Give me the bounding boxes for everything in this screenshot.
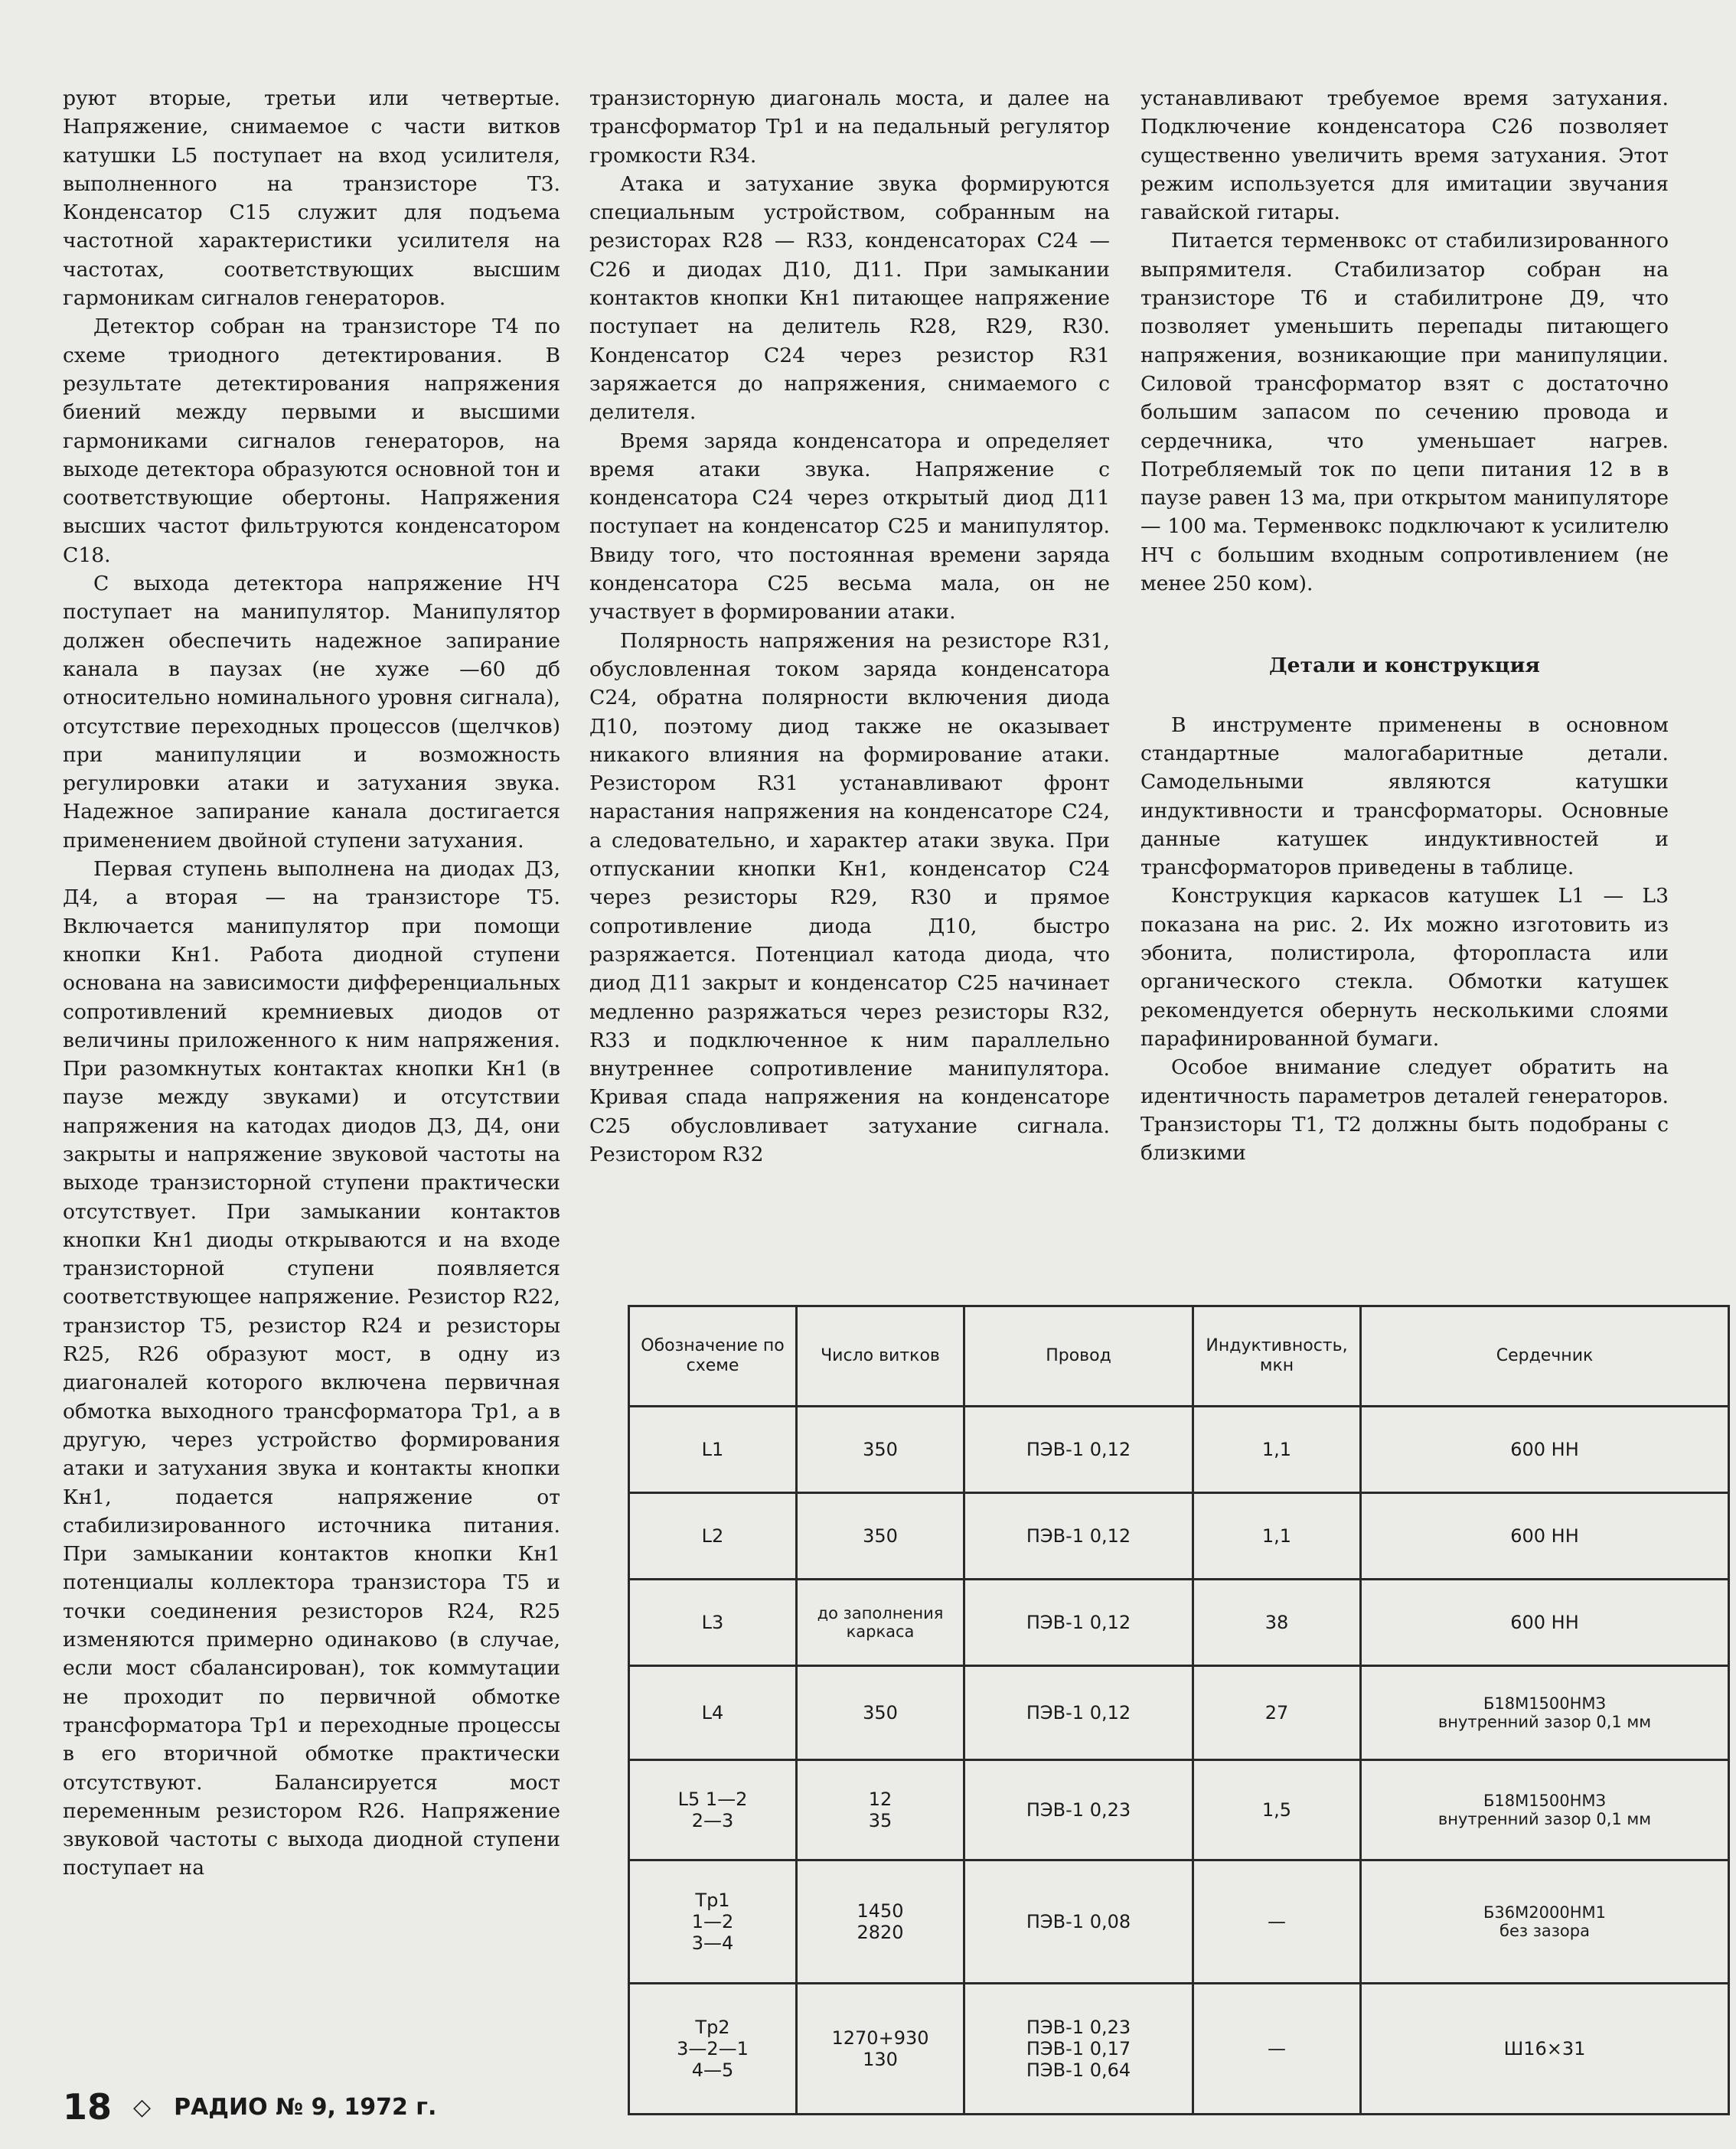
page-footer (63, 2080, 436, 2134)
paragraph: Время заряда конденсатора и определяет время атаки звука. Напряжение с конденсатора C24 через открытый диод Д11 поступает на конденсатор C25 и манипулятор. Ввиду того, что постоянная времени заряда конденсатора C25 весьма мала, он не участвует в формировании атаки. (589, 429, 1110, 624)
table-cell: 600 НН (1361, 1580, 1729, 1666)
table-cell: ПЭВ-1 0,12 (964, 1580, 1193, 1666)
table-cell: ПЭВ-1 0,12 (964, 1407, 1193, 1493)
paragraph: Атака и затухание звука формируются специальным устройством, собранным на резисторах R28 — R33, конденсаторах C24 — C26 и диодах Д10, Д11. При замыкании контактов кнопки Кн1 питающее напряжение поступает на делитель R28, R29, R30. Конденсатор C24 через резистор R31 заряжается до напряжения, снимаемого с делителя. (589, 171, 1110, 425)
table-cell: ПЭВ-1 0,23 ПЭВ-1 0,17 ПЭВ-1 0,64 (964, 1984, 1193, 2115)
paragraph: Особое внимание следует обратить на идентичность параметров деталей генераторов. Транзисторы T1, T2 должны быть подобраны с близкими (1140, 1055, 1669, 1166)
paragraph: руют вторые, третьи или четвертые. Напряжение, снимаемое с части витков катушки L5 поступает на вход усилителя, выполненного на транзисторе T3. Конденсатор C15 служит для подъема частотной характеристики усилителя на частотах, соответствующих высшим гармоникам сигналов генераторов. (63, 86, 560, 311)
paragraph: Конструкция каркасов катушек L1 — L3 показана на рис. 2. Их можно изготовить из эбонита, полистирола, фторопласта или органического стекла. Обмотки катушек рекомендуется обернуть несколькими слоями парафинированной бумаги. (1140, 884, 1669, 1051)
table-row (629, 1760, 1729, 1860)
table-cell: L2 (629, 1493, 797, 1580)
table-cell: L4 (629, 1666, 797, 1760)
table-cell: Тр2 3—2—1 4—5 (629, 1984, 797, 2115)
table-row (629, 1580, 1729, 1666)
table-header-cell: Число витков (797, 1306, 964, 1407)
table-cell: ПЭВ-1 0,12 (964, 1666, 1193, 1760)
table-row (629, 1407, 1729, 1493)
paragraph: Первая ступень выполнена на диодах Д3, Д4, а вторая — на транзисторе T5. Включается манипулятор при помощи кнопки Кн1. Работа диодной ступени основана на зависимости дифференциальных сопротивлений кремниевых диодов от величины приложенного к ним напряжения. При разомкнутых контактах кнопки Кн1 (в паузе между звуками) и отсутствии напряжения на катодах диодов Д3, Д4, они закрыты и напряжение звуковой частоты на выходе транзисторной ступени практически отсутствует. При замыкании контактов кнопки Кн1 диоды открываются и на входе транзисторной ступени появляется соответствующее напряжение. Резистор R22, транзистор T5, резистор R24 и резисторы R25, R26 образуют мост, в одну из диагоналей которого включена первичная обмотка выходного трансформатора Тр1, а в другую, через устройство формирования атаки и затухания звука и контакты кнопки Кн1, подается напряжение от стабилизированного источника питания. При замыкании контактов кнопки Кн1 потенциалы коллектора транзистора T5 и точки соединения резисторов R24, R25 изменяются примерно одинаково (в случае, если мост сбалансирован), ток коммутации не проходит по первичной обмотке трансформатора Тр1 и переходные процессы в его вторичной обмотке практически отсутствуют. Балансируется мост переменным резистором R26. Напряжение звуковой частоты с выхода диодной ступени поступает на (63, 857, 560, 1880)
table-cell: L3 (629, 1580, 797, 1666)
paragraph: устанавливают требуемое время затухания. Подключение конденсатора C26 позволяет существенно увеличить время затухания. Этот режим используется для имитации звучания гавайской гитары. (1140, 86, 1669, 225)
table-cell: Б18М1500НМЗ внутренний зазор 0,1 мм (1361, 1666, 1729, 1760)
text-column-3 (1140, 84, 1669, 1232)
table-cell: ПЭВ-1 0,12 (964, 1493, 1193, 1580)
table-header-cell: Провод (964, 1306, 1193, 1407)
paragraph: С выхода детектора напряжение НЧ поступает на манипулятор. Манипулятор должен обеспечить надежное запирание канала в паузах (не хуже —60 дб относительно номинального уровня сигнала), отсутствие переходных процессов (щелчков) при манипуляции и возможность регулировки атаки и затухания звука. Надежное запирание канала достигается применением двойной ступени затухания. (63, 572, 560, 853)
table-header-cell: Обозначение по схеме (629, 1306, 797, 1407)
table-cell: L5 1—2 2—3 (629, 1760, 797, 1860)
table-cell: 1450 2820 (797, 1860, 964, 1984)
paragraph: транзисторную диагональ моста, и далее на трансформатор Тр1 и на педальный регулятор громкости R34. (589, 86, 1110, 168)
table-cell: 1,1 (1193, 1407, 1361, 1493)
table-cell: Б36М2000НМ1 без зазора (1361, 1860, 1729, 1984)
table-cell: ПЭВ-1 0,08 (964, 1860, 1193, 1984)
paragraph: Питается терменвокс от стабилизированного выпрямителя. Стабилизатор собран на транзисторе T6 и стабилитроне Д9, что позволяет уменьшить перепады питающего напряжения, возникающие при манипуляции. Силовой трансформатор взят с достаточно большим запасом по сечению провода и сердечника, что уменьшает нагрев. Потребляемый ток по цепи питания 12 в в паузе равен 13 ма, при открытом манипуляторе — 100 ма. Терменвокс подключают к усилителю НЧ с большим входным сопротивлением (не менее 250 ком). (1140, 229, 1669, 596)
table-row (629, 1493, 1729, 1580)
table-cell: L1 (629, 1407, 797, 1493)
text-column-2 (589, 84, 1110, 1270)
table-cell: — (1193, 1984, 1361, 2115)
table-cell: — (1193, 1860, 1361, 1984)
coil-data-table-wrap (628, 1305, 1730, 2115)
table-cell: 350 (797, 1407, 964, 1493)
paragraph: Полярность напряжения на резисторе R31, обусловленная током заряда конденсатора C24, обратна полярности включения диода Д10, поэтому диод также не оказывает никакого влияния на формирование атаки. Резистором R31 устанавливают фронт нарастания напряжения на конденсаторе C24, а следовательно, и характер атаки звука. При отпускании кнопки Кн1, конденсатор C24 через резисторы R29, R30 и прямое сопротивление диода Д10, быстро разряжается. Потенциал катода диода, что диод Д11 закрыт и конденсатор C25 начинает медленно разряжаться через резисторы R32, R33 и подключенное к ним параллельно внутреннее сопротивление манипулятора. Кривая спада напряжения на конденсаторе C25 обусловливает затухание сигнала. Резистором R32 (589, 628, 1110, 1166)
section-heading: Детали и конструкция (1269, 654, 1540, 678)
table-cell: 600 НН (1361, 1493, 1729, 1580)
coil-data-table (628, 1305, 1730, 2115)
table-cell: 27 (1193, 1666, 1361, 1760)
magazine-issue: РАДИО № 9, 1972 г. (174, 2093, 437, 2121)
table-row (629, 1860, 1729, 1984)
table-header-cell: Индуктивность, мкн (1193, 1306, 1361, 1407)
table-cell: 350 (797, 1493, 964, 1580)
page-number: 18 (63, 2086, 113, 2128)
table-cell: 1,1 (1193, 1493, 1361, 1580)
table-cell: 12 35 (797, 1760, 964, 1860)
text-column-1 (63, 84, 560, 2043)
table-cell: Тр1 1—2 3—4 (629, 1860, 797, 1984)
table-header-cell: Сердечник (1361, 1306, 1729, 1407)
table-header-row (629, 1306, 1729, 1407)
table-cell: 38 (1193, 1580, 1361, 1666)
table-cell: ПЭВ-1 0,23 (964, 1760, 1193, 1860)
table-cell: до заполнения каркаса (797, 1580, 964, 1666)
paragraph: В инструменте применены в основном стандартные малогабаритные детали. Самодельными являются катушки индуктивности и трансформаторы. Основные данные катушек индуктивностей и трансформаторов приведены в таблице. (1140, 713, 1669, 880)
table-row (629, 1666, 1729, 1760)
table-cell: 350 (797, 1666, 964, 1760)
table-cell: Б18М1500НМЗ внутренний зазор 0,1 мм (1361, 1760, 1729, 1860)
table-cell: Ш16×31 (1361, 1984, 1729, 2115)
table-cell: 1,5 (1193, 1760, 1361, 1860)
diamond-icon: ◇ (133, 2093, 152, 2121)
table-cell: 1270+930 130 (797, 1984, 964, 2115)
table-cell: 600 НН (1361, 1407, 1729, 1493)
paragraph: Детектор собран на транзисторе T4 по схеме триодного детектирования. В результате детектирования напряжения биений между первыми и высшими гармониками сигналов генераторов, на выходе детектора образуются основной тон и соответствующие обертоны. Напряжения высших частот фильтруются конденсатором C18. (63, 315, 560, 567)
table-row (629, 1984, 1729, 2115)
